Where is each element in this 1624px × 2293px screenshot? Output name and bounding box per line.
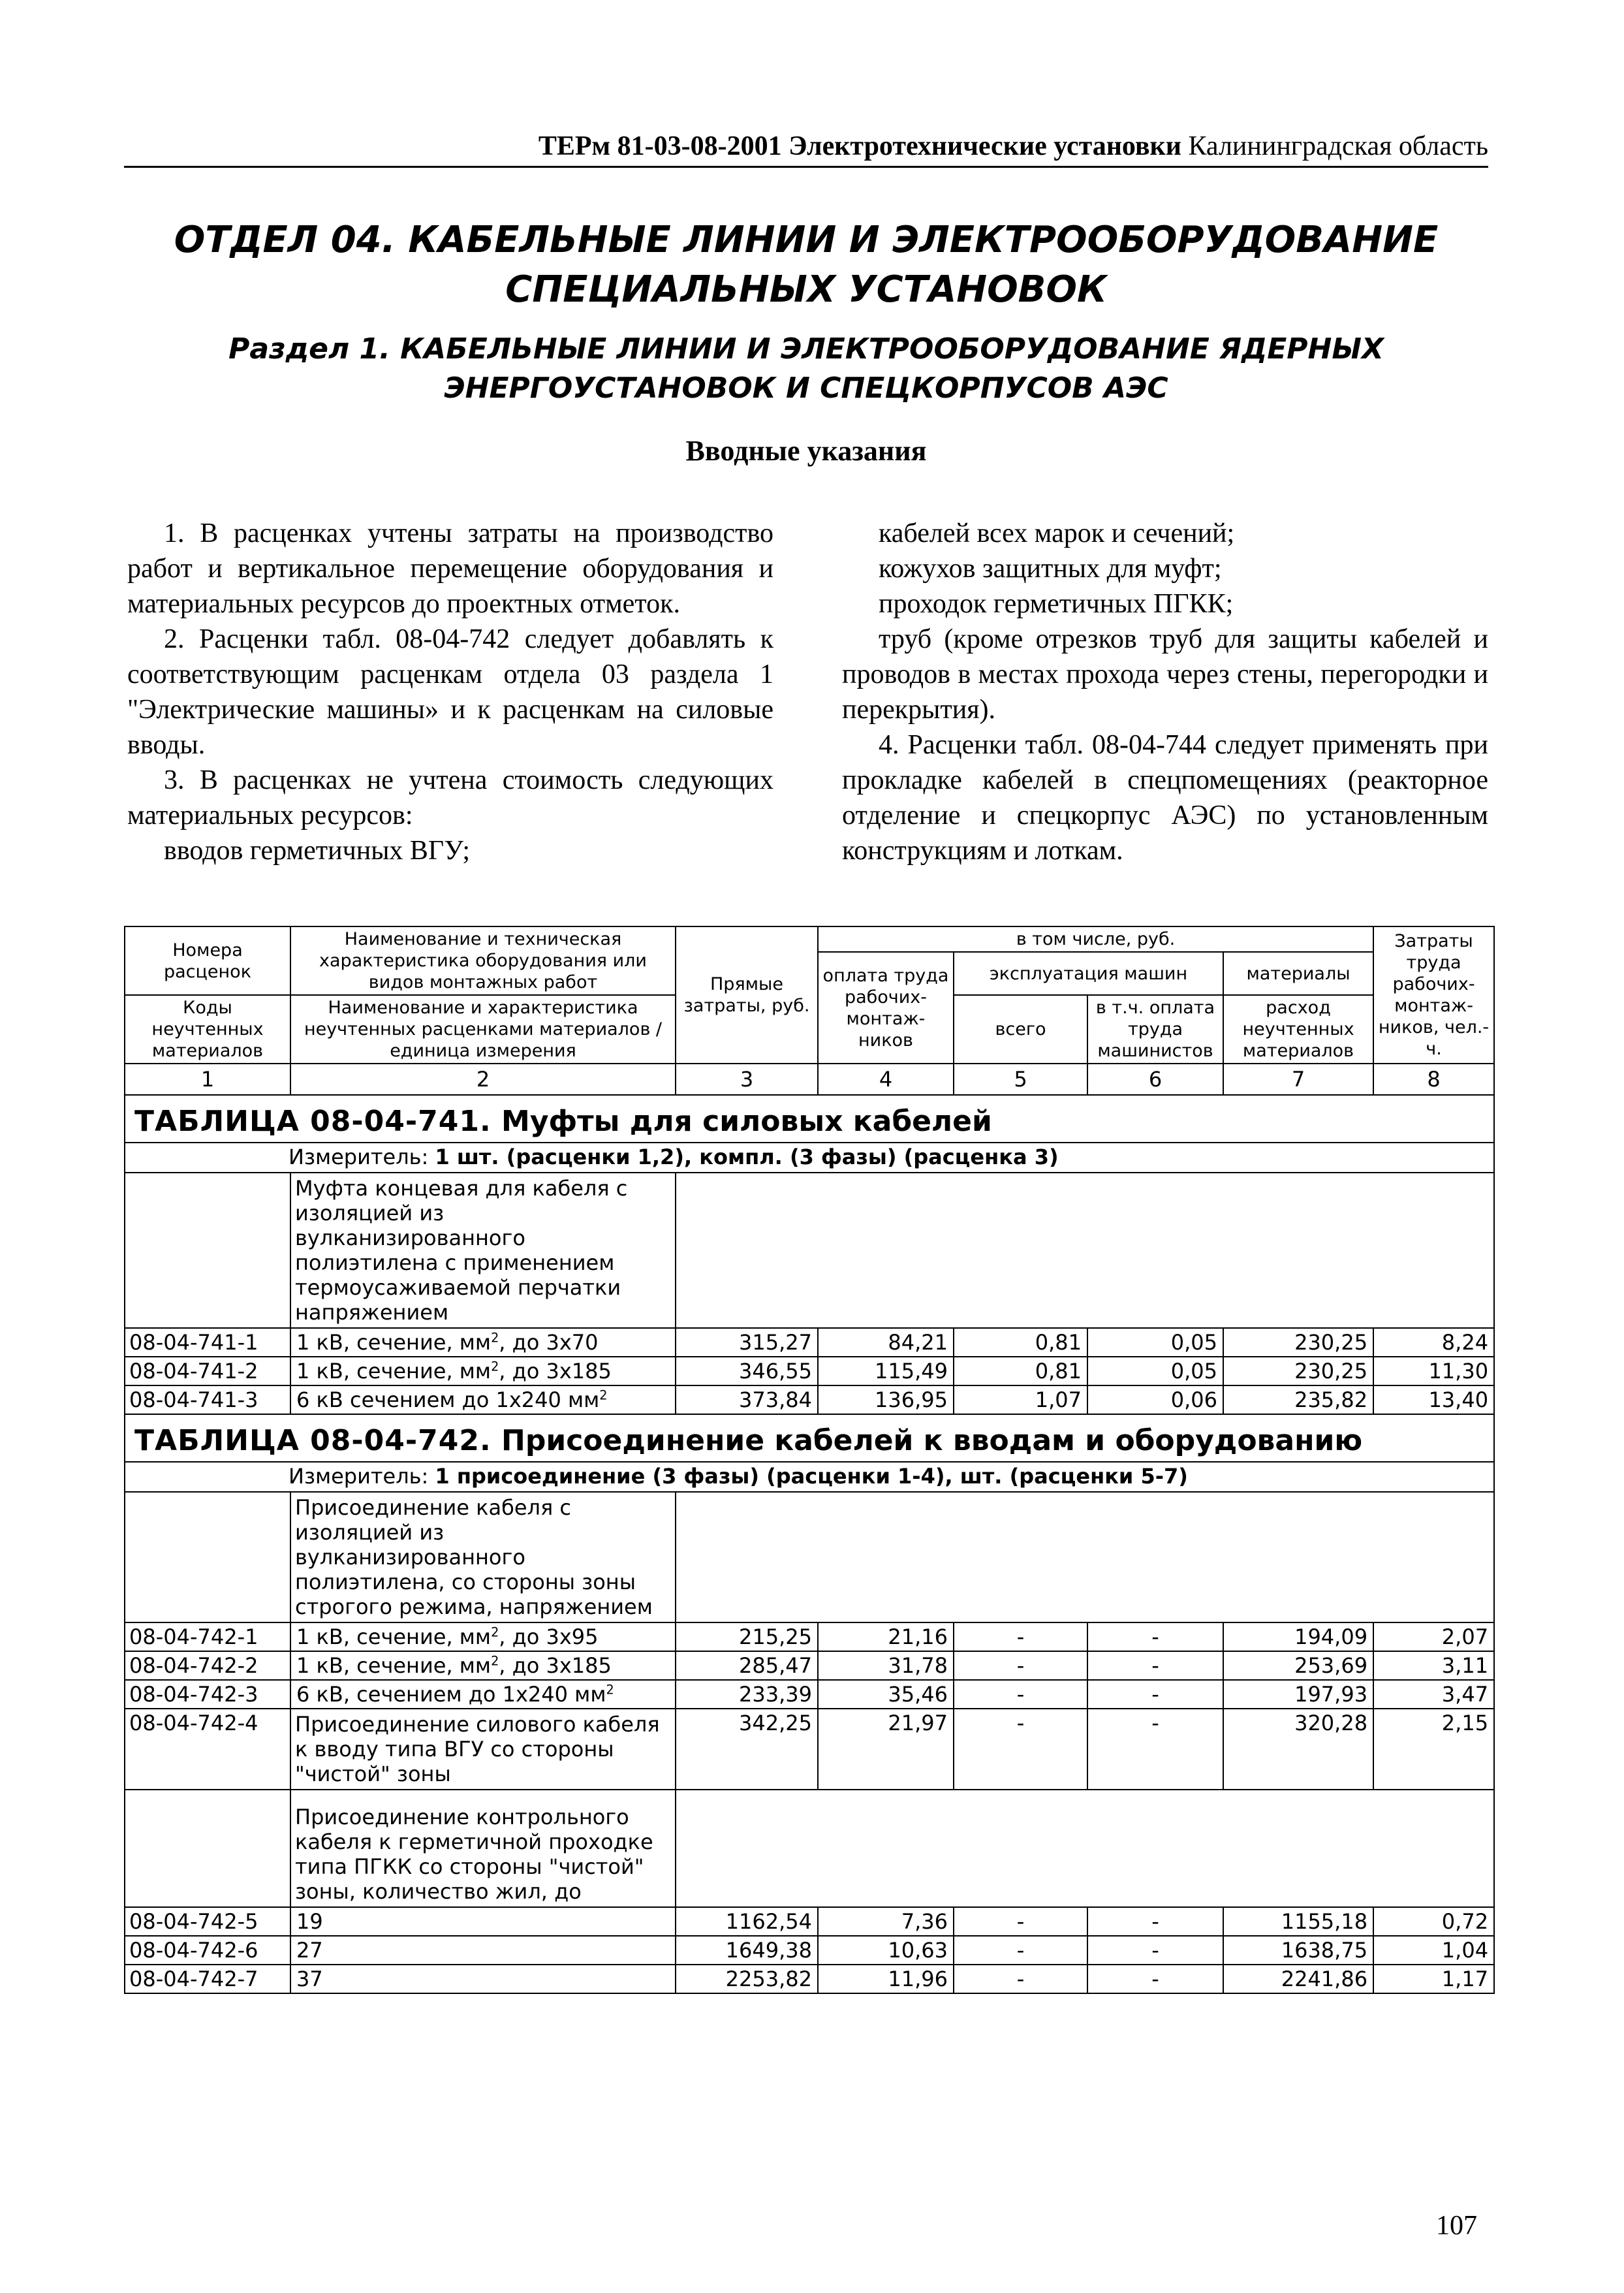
cell-labor-hours: 3,47 — [1373, 1680, 1494, 1709]
table-row — [125, 1328, 1494, 1357]
rate-code: 08-04-742-5 — [125, 1907, 290, 1936]
cell-machines: - — [954, 1651, 1087, 1680]
group-description: Присоединение кабеля с изоляцией из вулканизированного полиэтилена, со стороны зоны строгого режима, напряжением — [290, 1492, 676, 1622]
table-row — [125, 1651, 1494, 1680]
cell-machinists: - — [1087, 1622, 1223, 1651]
table-row — [125, 1680, 1494, 1709]
header-name: Наименование и техническая характеристика оборудования или видов монтажных работ — [290, 926, 676, 995]
cell-materials: 194,09 — [1223, 1622, 1373, 1651]
table-row — [125, 1936, 1494, 1965]
intro-paragraph: 2. Расценки табл. 08-04-742 следует добавлять к соответствующим расценкам отдела 03 раздела 1 "Электрические машины» и к расценкам на силовые вводы. — [127, 624, 773, 760]
cell-direct-costs: 315,27 — [676, 1328, 818, 1357]
section-title-line1: ОТДЕЛ 04. КАБЕЛЬНЫЕ ЛИНИИ И ЭЛЕКТРООБОРУДОВАНИЕ — [174, 219, 1439, 261]
section-title — [124, 215, 1488, 315]
table-741-name: Муфты для силовых кабелей — [501, 1105, 992, 1138]
cell-labor-pay: 21,97 — [818, 1709, 954, 1790]
rate-code: 08-04-741-2 — [125, 1357, 290, 1385]
rate-description: 1 кВ, сечение, $мм^2$, до 3х70 — [290, 1328, 676, 1357]
table-row — [125, 1357, 1494, 1385]
cell-machines: 1,07 — [954, 1385, 1087, 1414]
intro-paragraph: кожухов защитных для муфт; — [879, 554, 1222, 584]
group-description: Муфта концевая для кабеля с изоляцией из вулканизированного полиэтилена с применением термоусаживаемой перчатки напряжением — [290, 1173, 676, 1328]
measure-prefix: Измеритель: — [289, 1145, 429, 1169]
table-row — [125, 1965, 1494, 1993]
table-row — [125, 1622, 1494, 1651]
group-description: Присоединение контрольного кабеля к герметичной проходке типа ПГКК со стороны "чистой" зоны, количество жил, до — [290, 1790, 676, 1907]
column-number: 7 — [1223, 1064, 1373, 1095]
cell-direct-costs: 2253,82 — [676, 1965, 818, 1993]
cell-labor-pay: 84,21 — [818, 1328, 954, 1357]
cell-labor-hours: 11,30 — [1373, 1357, 1494, 1385]
rate-description: 37 — [290, 1965, 676, 1993]
empty-cell — [676, 1173, 1494, 1328]
running-header — [124, 131, 1488, 168]
cell-machines: - — [954, 1936, 1087, 1965]
cell-machinists: - — [1087, 1907, 1223, 1936]
table-742-measure — [125, 1462, 1494, 1492]
table-742-title — [125, 1414, 1494, 1462]
cell-labor-hours: 1,17 — [1373, 1965, 1494, 1993]
cell-materials: 1638,75 — [1223, 1936, 1373, 1965]
cell-machinists: - — [1087, 1709, 1223, 1790]
intro-right-column — [842, 516, 1488, 868]
column-number: 4 — [818, 1064, 954, 1095]
subsection-title-line1: Раздел 1. КАБЕЛЬНЫЕ ЛИНИИ И ЭЛЕКТРООБОРУДОВАНИЕ ЯДЕРНЫХ — [228, 332, 1384, 366]
cell-labor-pay: 11,96 — [818, 1965, 954, 1993]
cell-machines: - — [954, 1907, 1087, 1936]
cell-machines: 0,81 — [954, 1328, 1087, 1357]
rate-code: 08-04-742-2 — [125, 1651, 290, 1680]
cell-labor-hours: 2,15 — [1373, 1709, 1494, 1790]
rate-code: 08-04-742-1 — [125, 1622, 290, 1651]
cell-direct-costs: 215,25 — [676, 1622, 818, 1651]
cell-materials: 235,82 — [1223, 1385, 1373, 1414]
header-materialy: материалы — [1223, 952, 1373, 995]
cell-materials: 197,93 — [1223, 1680, 1373, 1709]
cell-labor-pay: 31,78 — [818, 1651, 954, 1680]
column-number: 2 — [290, 1064, 676, 1095]
price-table — [124, 926, 1495, 1994]
intro-text — [127, 516, 1488, 868]
header-code: ТЕРм 81-03-08-2001 — [538, 131, 782, 161]
table-row — [125, 1385, 1494, 1414]
empty-cell — [125, 1790, 290, 1907]
cell-direct-costs: 346,55 — [676, 1357, 818, 1385]
header-v-tom-chisle: в том числе, руб. — [818, 926, 1373, 952]
rate-description: 1 кВ, сечение, $мм^2$, до 3х185 — [290, 1651, 676, 1680]
cell-labor-hours: 2,07 — [1373, 1622, 1494, 1651]
measure-prefix: Измеритель: — [289, 1464, 429, 1489]
cell-labor-hours: 13,40 — [1373, 1385, 1494, 1414]
table-741-title — [125, 1095, 1494, 1143]
cell-machinists: 0,05 — [1087, 1357, 1223, 1385]
intro-paragraph: 1. В расценках учтены затраты на производство работ и вертикальное перемещение оборудования и материальных ресурсов до проектных отметок. — [127, 518, 773, 619]
rate-code: 08-04-742-4 — [125, 1709, 290, 1790]
rate-code: 08-04-742-3 — [125, 1680, 290, 1709]
header-nomera: Номера расценок — [125, 926, 290, 995]
header-ekspl: эксплуатация машин — [954, 952, 1223, 995]
table-742-label: ТАБЛИЦА 08-04-742. — [134, 1424, 492, 1457]
cell-labor-hours: 3,11 — [1373, 1651, 1494, 1680]
cell-machines: - — [954, 1680, 1087, 1709]
page-number: 107 — [1436, 2211, 1477, 2241]
column-number: 5 — [954, 1064, 1087, 1095]
cell-labor-hours: 0,72 — [1373, 1907, 1494, 1936]
header-region: Калининградская область — [1188, 131, 1488, 161]
rate-description: 6 кВ сечением до 1х240 $мм^2$ — [290, 1385, 676, 1414]
column-number: 6 — [1087, 1064, 1223, 1095]
cell-labor-pay: 10,63 — [818, 1936, 954, 1965]
table-741-label: ТАБЛИЦА 08-04-741. — [134, 1105, 492, 1138]
cell-labor-pay: 35,46 — [818, 1680, 954, 1709]
measure-value: 1 присоединение (3 фазы) (расценки 1-4), шт. (расценки 5-7) — [435, 1464, 1188, 1489]
rate-description: 6 кВ, сечением до 1х240 $мм^2$ — [290, 1680, 676, 1709]
rate-description: 1 кВ, сечение, $мм^2$, до 3х95 — [290, 1622, 676, 1651]
table-row — [125, 1709, 1494, 1790]
cell-direct-costs: 233,39 — [676, 1680, 818, 1709]
subsection-title-line2: ЭНЕРГОУСТАНОВОК И СПЕЦКОРПУСОВ АЭС — [444, 372, 1168, 405]
cell-direct-costs: 373,84 — [676, 1385, 818, 1414]
measure-value: 1 шт. (расценки 1,2), компл. (3 фазы) (расценка 3) — [435, 1145, 1059, 1169]
header-title: Электротехнические установки — [789, 131, 1181, 161]
cell-machines: 0,81 — [954, 1357, 1087, 1385]
empty-cell — [676, 1790, 1494, 1907]
column-number: 3 — [676, 1064, 818, 1095]
cell-materials: 230,25 — [1223, 1357, 1373, 1385]
cell-machinists: 0,05 — [1087, 1328, 1223, 1357]
cell-machinists: 0,06 — [1087, 1385, 1223, 1414]
column-number: 8 — [1373, 1064, 1494, 1095]
cell-direct-costs: 285,47 — [676, 1651, 818, 1680]
intro-paragraph: труб (кроме отрезков труб для защиты кабелей и проводов в местах прохода через стены, перегородки и перекрытия). — [842, 624, 1488, 725]
cell-machinists: - — [1087, 1965, 1223, 1993]
header-rashod: расход неучтенных материалов — [1223, 995, 1373, 1064]
header-vtch: в т.ч. оплата труда машинистов — [1087, 995, 1223, 1064]
header-kody: Коды неучтенных материалов — [125, 995, 290, 1064]
cell-direct-costs: 342,25 — [676, 1709, 818, 1790]
cell-machinists: - — [1087, 1651, 1223, 1680]
cell-machinists: - — [1087, 1936, 1223, 1965]
intro-paragraph: 3. В расценках не учтена стоимость следующих материальных ресурсов: — [127, 765, 773, 830]
rate-description: 19 — [290, 1907, 676, 1936]
empty-cell — [676, 1492, 1494, 1622]
cell-materials: 230,25 — [1223, 1328, 1373, 1357]
section-title-line2: СПЕЦИАЛЬНЫХ УСТАНОВОК — [505, 268, 1107, 311]
cell-direct-costs: 1162,54 — [676, 1907, 818, 1936]
subsection-title — [124, 330, 1488, 408]
cell-materials: 2241,86 — [1223, 1965, 1373, 1993]
intro-paragraph: проходок герметичных ПГКК; — [879, 589, 1234, 619]
rate-code: 08-04-741-3 — [125, 1385, 290, 1414]
header-pryamye: Прямые затраты, руб. — [676, 926, 818, 1064]
intro-paragraph: 4. Расценки табл. 08-04-744 следует применять при прокладке кабелей в спецпомещениях (реакторное отделение и спецкорпус АЭС) по установленным конструкциям и лоткам. — [842, 730, 1488, 866]
rate-code: 08-04-742-6 — [125, 1936, 290, 1965]
table-row — [125, 1907, 1494, 1936]
rate-description: 1 кВ, сечение, $мм^2$, до 3х185 — [290, 1357, 676, 1385]
cell-machines: - — [954, 1622, 1087, 1651]
header-oplata: оплата труда рабочих-монтаж-ников — [818, 952, 954, 1064]
intro-left-column — [127, 516, 773, 868]
empty-cell — [125, 1492, 290, 1622]
empty-cell — [125, 1173, 290, 1328]
header-zatraty: Затраты труда рабочих-монтаж-ников, чел.-ч. — [1373, 926, 1494, 1064]
cell-direct-costs: 1649,38 — [676, 1936, 818, 1965]
cell-materials: 320,28 — [1223, 1709, 1373, 1790]
header-name-materials: Наименование и характеристика неучтенных расценками материалов / единица измерения — [290, 995, 676, 1064]
cell-machinists: - — [1087, 1680, 1223, 1709]
table-742-name: Присоединение кабелей к вводам и оборудованию — [501, 1424, 1363, 1457]
rate-description: 27 — [290, 1936, 676, 1965]
rate-code: 08-04-742-7 — [125, 1965, 290, 1993]
cell-labor-pay: 136,95 — [818, 1385, 954, 1414]
cell-labor-pay: 21,16 — [818, 1622, 954, 1651]
cell-labor-hours: 1,04 — [1373, 1936, 1494, 1965]
intro-paragraph: кабелей всех марок и сечений; — [879, 518, 1235, 548]
cell-labor-pay: 115,49 — [818, 1357, 954, 1385]
header-vsego: всего — [954, 995, 1087, 1064]
cell-labor-hours: 8,24 — [1373, 1328, 1494, 1357]
cell-machines: - — [954, 1709, 1087, 1790]
rate-code: 08-04-741-1 — [125, 1328, 290, 1357]
cell-machines: - — [954, 1965, 1087, 1993]
intro-paragraph: вводов герметичных ВГУ; — [164, 836, 471, 866]
column-number: 1 — [125, 1064, 290, 1095]
cell-materials: 1155,18 — [1223, 1907, 1373, 1936]
cell-labor-pay: 7,36 — [818, 1907, 954, 1936]
rate-description: Присоединение силового кабеля к вводу типа ВГУ со стороны "чистой" зоны — [290, 1709, 676, 1790]
intro-title: Вводные указания — [685, 435, 927, 467]
table-741-measure — [125, 1143, 1494, 1173]
cell-materials: 253,69 — [1223, 1651, 1373, 1680]
